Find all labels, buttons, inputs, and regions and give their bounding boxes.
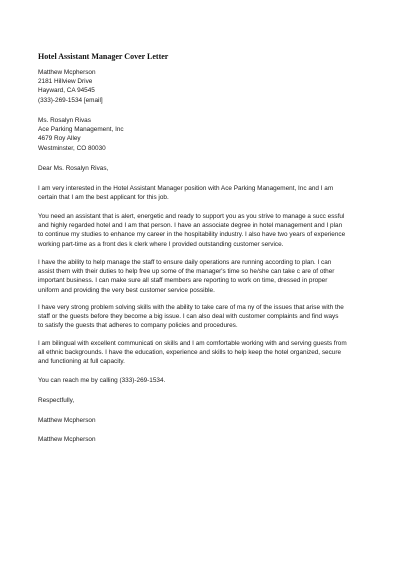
- paragraph-3: [38, 258, 378, 295]
- paragraph-6: [38, 376, 378, 385]
- paragraph-4: [38, 303, 378, 331]
- paragraph-1: [38, 184, 378, 202]
- signature-block-2: [38, 435, 378, 444]
- recipient-city: Westminster, CO 80030: [38, 144, 106, 152]
- sender-city: Hayward, CA 94545: [38, 87, 95, 95]
- paragraph-line: I have very strong problem solving skills with the ability to take care of ma ny of the issues that arise with the: [38, 304, 344, 311]
- paragraph-line: I have the ability to help manage the staff to ensure daily operations are running according to plan. I can: [38, 259, 332, 266]
- paragraph-line: all ethnic backgrounds. I have the education, experience and skills to help keep the hotel organized, secure: [38, 349, 342, 357]
- paragraph-line: You need an assistant that is alert, energetic and ready to support you as you strive to manage a succ essful: [38, 213, 345, 220]
- paragraph-5: [38, 339, 378, 367]
- sender-contact: (333)-269-1534 [email]: [38, 96, 103, 104]
- sender-street: 2181 Hillview Drive: [38, 78, 93, 86]
- paragraph-line: to continue my studies to enhance my career in the hospitability industry. I also have two years of experience: [38, 231, 346, 239]
- recipient-company: Ace Parking Management, Inc: [38, 126, 124, 134]
- signature-block-1: [38, 416, 378, 425]
- paragraph-line: You can reach me by calling (333)-269-1534.: [38, 377, 166, 384]
- recipient-address: [38, 116, 378, 153]
- paragraph-line: I am very interested in the Hotel Assistant Manager position with Ace Parking Management, Inc and I am: [38, 185, 334, 192]
- closing-text: Respectfully,: [38, 397, 75, 404]
- sender-name: Matthew Mcpherson: [38, 69, 96, 76]
- paragraph-line: uniform and providing the very best customer service possible.: [38, 286, 215, 294]
- paragraph-line: important business. I can make sure all staff members are reporting to work on time, dressed in proper: [38, 277, 328, 285]
- paragraph-line: certain that I am the best applicant for this job.: [38, 194, 169, 202]
- paragraph-line: working part-time as a front des k clerk where I provided outstanding customer service.: [38, 240, 284, 248]
- recipient-name: Ms. Rosalyn Rivas: [38, 117, 91, 124]
- closing: [38, 396, 378, 405]
- paragraph-line: assist them with their duties to help free up some of the manager's time so he/she can take c are of other: [38, 268, 335, 276]
- recipient-street: 4679 Roy Alley: [38, 135, 81, 143]
- paragraph-line: and highly regarded hotel and I am that person. I have an associate degree in hotel management and I plan: [38, 222, 343, 230]
- paragraph-line: staff or the guests before they become a big issue. I can also deal with customer complaints and find ways: [38, 313, 339, 321]
- salutation-text: Dear Ms. Rosalyn Rivas,: [38, 165, 109, 172]
- signature-name: Matthew Mcpherson: [38, 417, 96, 424]
- paragraph-line: and functioning at full capacity.: [38, 358, 125, 366]
- paragraph-2: [38, 212, 378, 249]
- signature-name: Matthew Mcpherson: [38, 436, 96, 443]
- letter-title: Hotel Assistant Manager Cover Letter: [38, 52, 169, 61]
- paragraph-line: to satisfy the guests that adheres to company policies and procedures.: [38, 322, 238, 330]
- sender-address: [38, 68, 378, 105]
- salutation: [38, 164, 378, 173]
- paragraph-line: I am bilingual with excellent communicati on skills and I am comfortable working with and serving guests from: [38, 340, 347, 347]
